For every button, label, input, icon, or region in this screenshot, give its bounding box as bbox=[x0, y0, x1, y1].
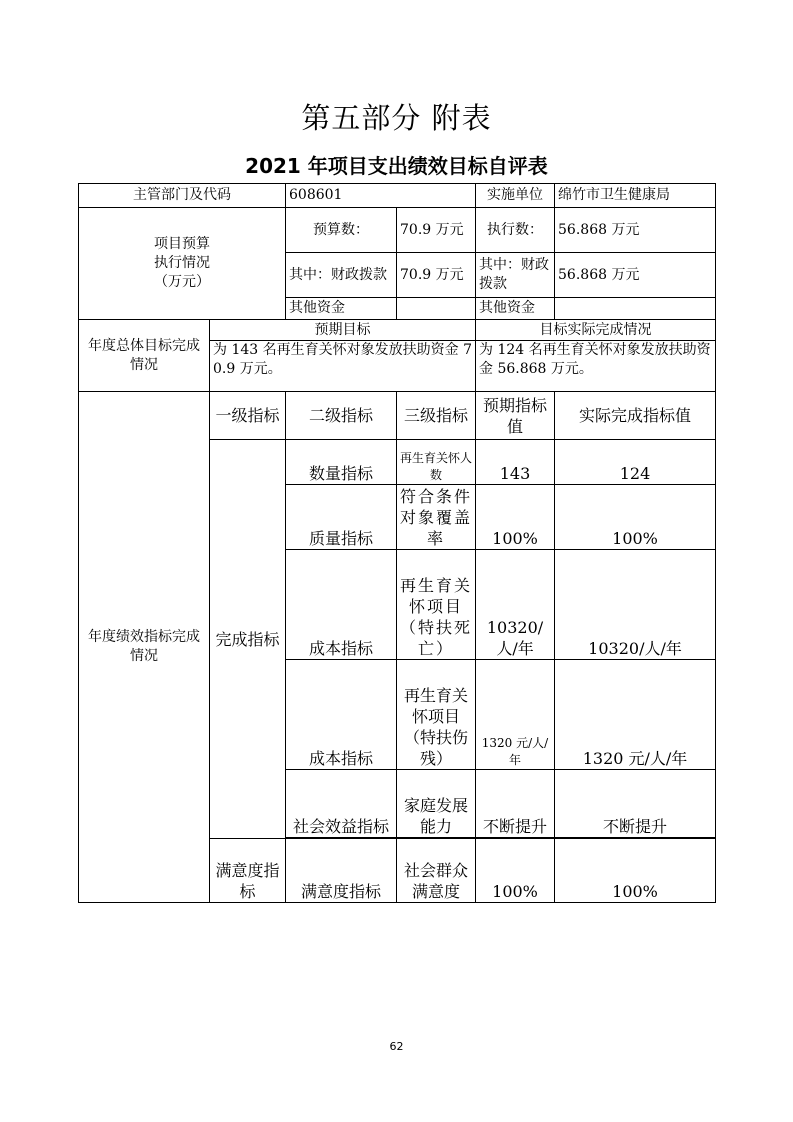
expected-cell: 10320/人/年 bbox=[476, 550, 555, 660]
actual-cell: 100% bbox=[555, 839, 716, 903]
dept-label: 主管部门及代码 bbox=[79, 184, 286, 208]
expected-cell: 1320 元/人/年 bbox=[476, 660, 555, 770]
goal-header-row bbox=[79, 320, 716, 341]
impl-label: 实施单位 bbox=[476, 184, 555, 208]
expected-cell: 143 bbox=[476, 440, 555, 485]
fiscal-value-budget: 70.9 万元 bbox=[397, 253, 476, 298]
expected-goal-header: 预期目标 bbox=[210, 320, 476, 341]
actual-goal-header: 目标实际完成情况 bbox=[476, 320, 716, 341]
expected-cell: 不断提升 bbox=[476, 770, 555, 838]
level2-cell: 成本指标 bbox=[286, 550, 397, 660]
actual-cell: 124 bbox=[555, 440, 716, 485]
indicator-header-row bbox=[79, 392, 716, 440]
exec-num-label: 执行数： bbox=[476, 208, 555, 253]
level3-cell: 社会群众满意度 bbox=[397, 839, 476, 903]
performance-table bbox=[78, 183, 716, 903]
group-completion: 完成指标 bbox=[210, 440, 286, 839]
header-level3: 三级指标 bbox=[397, 392, 476, 440]
page-number: 62 bbox=[389, 1040, 404, 1053]
level3-cell: 家庭发展能力 bbox=[397, 770, 476, 838]
actual-cell: 100% bbox=[555, 485, 716, 550]
goal-label: 年度总体目标完成情况 bbox=[79, 320, 210, 392]
actual-goal-text: 为 124 名再生育关怀对象发放扶助资金 56.868 万元。 bbox=[476, 341, 716, 392]
budget-label-line: （万元） bbox=[154, 274, 210, 290]
other-funds-exec: 其他资金 bbox=[476, 298, 555, 320]
budget-label-line: 项目预算 bbox=[154, 236, 210, 252]
header-level1: 一级指标 bbox=[210, 392, 286, 440]
department-row bbox=[79, 184, 716, 208]
level2-cell: 社会效益指标 bbox=[286, 770, 397, 838]
indicator-section-label: 年度绩效指标完成情况 bbox=[79, 392, 210, 903]
impl-value: 绵竹市卫生健康局 bbox=[555, 184, 716, 208]
level2-cell: 质量指标 bbox=[286, 485, 397, 550]
table-title: 2021 年项目支出绩效目标自评表 bbox=[245, 154, 548, 178]
other-funds-exec-value bbox=[555, 298, 716, 320]
budget-num-value: 70.9 万元 bbox=[397, 208, 476, 253]
other-funds-budget: 其他资金 bbox=[286, 298, 397, 320]
group-satisfaction: 满意度指标 bbox=[210, 839, 286, 903]
header-actual: 实际完成指标值 bbox=[555, 392, 716, 440]
level2-cell: 数量指标 bbox=[286, 440, 397, 485]
budget-label bbox=[79, 208, 286, 320]
level3-cell: 符合条件对象覆盖率 bbox=[397, 485, 476, 550]
exec-num-value: 56.868 万元 bbox=[555, 208, 716, 253]
level3-cell: 再生育关怀项目（特扶死亡） bbox=[397, 550, 476, 660]
level2-cell: 满意度指标 bbox=[286, 839, 397, 903]
fiscal-label-budget: 其中：财政拨款 bbox=[286, 253, 397, 298]
fiscal-value-exec: 56.868 万元 bbox=[555, 253, 716, 298]
budget-num-label: 预算数： bbox=[286, 208, 397, 253]
actual-cell: 10320/人/年 bbox=[555, 550, 716, 660]
actual-cell: 不断提升 bbox=[555, 770, 716, 838]
expected-cell: 100% bbox=[476, 485, 555, 550]
level3-cell: 再生育关怀项目（特扶伤残） bbox=[397, 660, 476, 770]
header-level2: 二级指标 bbox=[286, 392, 397, 440]
page-title: 第五部分 附表 bbox=[301, 101, 492, 135]
expected-cell: 100% bbox=[476, 839, 555, 903]
dept-code: 608601 bbox=[286, 184, 476, 208]
other-funds-budget-value bbox=[397, 298, 476, 320]
fiscal-label-exec: 其中：财政拨款 bbox=[476, 253, 555, 298]
level3-cell: 再生育关怀人数 bbox=[397, 440, 476, 485]
header-expected: 预期指标值 bbox=[476, 392, 555, 440]
level2-cell: 成本指标 bbox=[286, 660, 397, 770]
expected-goal-text: 为 143 名再生育关怀对象发放扶助资金 70.9 万元。 bbox=[210, 341, 476, 392]
budget-label-line: 执行情况 bbox=[154, 255, 210, 271]
actual-cell: 1320 元/人/年 bbox=[555, 660, 716, 770]
budget-row bbox=[79, 208, 716, 253]
